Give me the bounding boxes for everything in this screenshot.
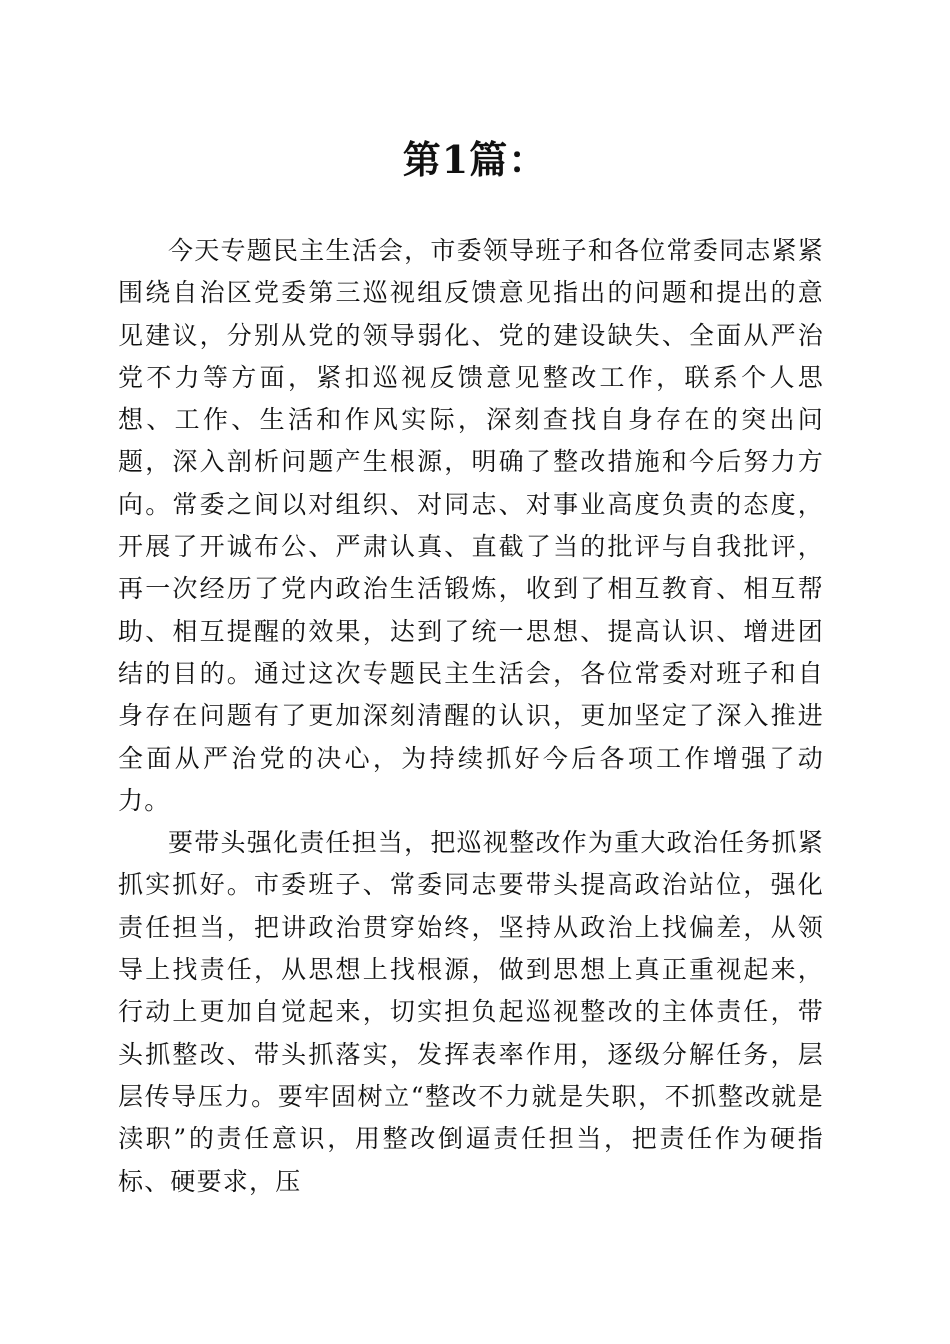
- paragraph-2: 要带头强化责任担当，把巡视整改作为重大政治任务抓紧抓实抓好。市委班子、常委同志要带头提高政治站位，强化责任担当，把讲政治贯穿始终，坚持从政治上找偏差，从领导上找责任，从思想上找根源，做到思想上真正重视起来，行动上更加自觉起来，切实担负起巡视整改的主体责任，带头抓整改、带头抓落实，发挥表率作用，逐级分解任务，层层传导压力。要牢固树立“整改不力就是失职，不抓整改就是渎职”的责任意识，用整改倒逼责任担当，把责任作为硬指标、硬要求，压: [118, 828, 824, 1196]
- document-body: [118, 230, 824, 1203]
- paragraph-1: 今天专题民主生活会，市委领导班子和各位常委同志紧紧围绕自治区党委第三巡视组反馈意见指出的问题和提出的意见建议，分别从党的领导弱化、党的建设缺失、全面从严治党不力等方面，紧扣巡视反馈意见整改工作，联系个人思想、工作、生活和作风实际，深刻查找自身存在的突出问题，深入剖析问题产生根源，明确了整改措施和今后努力方向。常委之间以对组织、对同志、对事业高度负责的态度，开展了开诚布公、严肃认真、直截了当的批评与自我批评，再一次经历了党内政治生活锻炼，收到了相互教育、相互帮助、相互提醒的效果，达到了统一思想、提高认识、增进团结的目的。通过这次专题民主生活会，各位常委对班子和自身存在问题有了更加深刻清醒的认识，更加坚定了深入推进全面从严治党的决心，为持续抓好今后各项工作增强了动力。: [118, 236, 824, 815]
- page-title: 第1篇：: [402, 137, 548, 182]
